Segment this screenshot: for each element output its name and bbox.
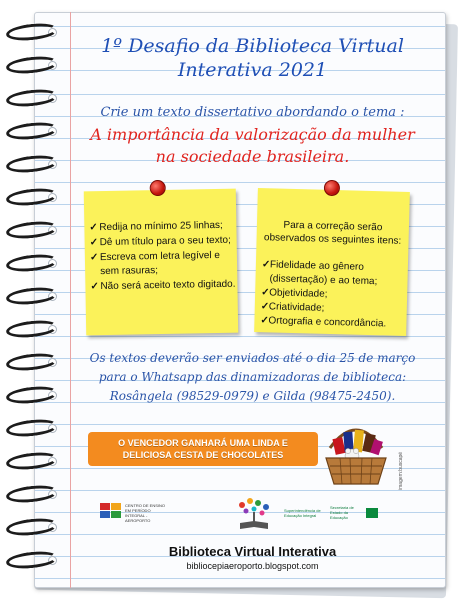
spiral-ring [6,187,64,207]
check-icon: ✓ [89,222,98,234]
spiral-wire [5,21,58,42]
title-line-1: 1º Desafio da Biblioteca Virtual [101,35,404,57]
check-icon: ✓ [261,259,271,271]
government-logos [284,505,378,520]
footer-title: Biblioteca Virtual Interativa [168,544,337,559]
government-logo-text-1: Superintendência de Educação Integral [284,507,321,518]
spiral-wire [5,54,58,75]
title-line-2: Interativa 2021 [177,59,328,81]
check-icon: ✓ [89,237,99,249]
instruction-line-3: Rosângela (98529-0979) e Gilda (98475-2450). [109,389,396,403]
government-logo-text-2: Secretaria de Estado da Educação [330,505,354,520]
spiral-wire [5,549,58,570]
spiral-wire [5,285,58,306]
spiral-ring [6,418,64,438]
list-item: ✓ Dê um título para o seu texto; [89,234,231,249]
spiral-ring [6,352,64,372]
spiral-ring [6,286,64,306]
spiral-wire [5,252,58,273]
image-credit: imagem:buscapé [398,451,404,490]
chocolate-basket-icon [316,418,396,488]
spiral-wire [5,516,58,537]
school-logo [100,503,169,523]
criteria-list [260,258,406,332]
spiral-ring [6,154,64,174]
prize-line-1: O VENCEDOR GANHARÁ UMA LINDA E [118,438,288,448]
rules-note [84,189,238,336]
spiral-wire [5,483,58,504]
list-item: ✓ Não será aceito texto digitado. [90,278,236,293]
spiral-wire [5,219,58,240]
spiral-ring [6,484,64,504]
list-item: ✓ Criatividade; [260,301,325,314]
spiral-wire [5,186,58,207]
pushpin-icon [150,180,166,196]
spiral-ring [6,121,64,141]
spiral-binding [6,22,66,582]
list-item: ✓ Ortografia e concordância. [260,315,387,330]
spiral-wire [5,318,58,339]
spiral-ring [6,22,64,42]
logos-row [100,497,420,531]
spiral-ring [6,220,64,240]
criteria-title: Para a correção serão observados os seguintes itens: [263,219,402,247]
footer-url: bibliocepiaeroporto.blogspot.com [186,561,319,571]
list-item: ✓ Objetividade; [261,287,328,300]
spiral-ring [6,385,64,405]
instruction-line-1: Os textos deverão ser enviados até o dia 25 de março [89,351,416,365]
margin-line [70,12,71,588]
theme-line-1: A importância da valorização da mulher [90,125,415,144]
spiral-ring [6,88,64,108]
spiral-ring [6,550,64,570]
school-logo-text: CENTRO DE ENSINO EM PERÍODO INTEGRAL - AEROPORTO [125,503,166,523]
check-icon: ✓ [260,301,270,313]
prize-line-2: DELICIOSA CESTA DE CHOCOLATES [122,450,284,460]
criteria-note [254,188,410,336]
book-tree-logo-icon [228,497,280,531]
spiral-wire [5,450,58,471]
check-icon: ✓ [90,281,99,293]
submission-instructions [80,349,425,406]
spiral-wire [5,87,58,108]
spiral-wire [5,417,58,438]
spiral-ring [6,253,64,273]
check-icon: ✓ [89,252,99,264]
rules-list [89,219,236,296]
pushpin-icon [324,180,340,196]
spiral-ring [6,319,64,339]
spiral-ring [6,451,64,471]
spiral-ring [6,517,64,537]
instruction-line-2: para o Whatsapp das dinamizadoras de biblioteca: [98,370,407,384]
page-title [80,34,425,82]
spiral-ring [6,55,64,75]
spiral-wire [5,384,58,405]
theme-line-2: na sociedade brasileira. [155,147,350,166]
spiral-wire [5,120,58,141]
check-icon: ✓ [260,315,269,327]
spiral-wire [5,351,58,372]
check-icon: ✓ [261,287,270,299]
prize-banner [88,432,318,466]
spiral-wire [5,153,58,174]
list-item: ✓ Escreva com letra legível e sem rasuras; [89,249,221,278]
essay-theme [80,124,425,168]
prompt-intro: Crie um texto dissertativo abordando o tema : [100,105,405,120]
list-item: ✓ Redija no mínimo 25 linhas; [89,219,223,234]
list-item: ✓ Fidelidade ao gênero (dissertação) e ao tema; [261,259,378,288]
school-logo-icon [100,503,122,519]
government-emblem-icon [366,508,378,518]
